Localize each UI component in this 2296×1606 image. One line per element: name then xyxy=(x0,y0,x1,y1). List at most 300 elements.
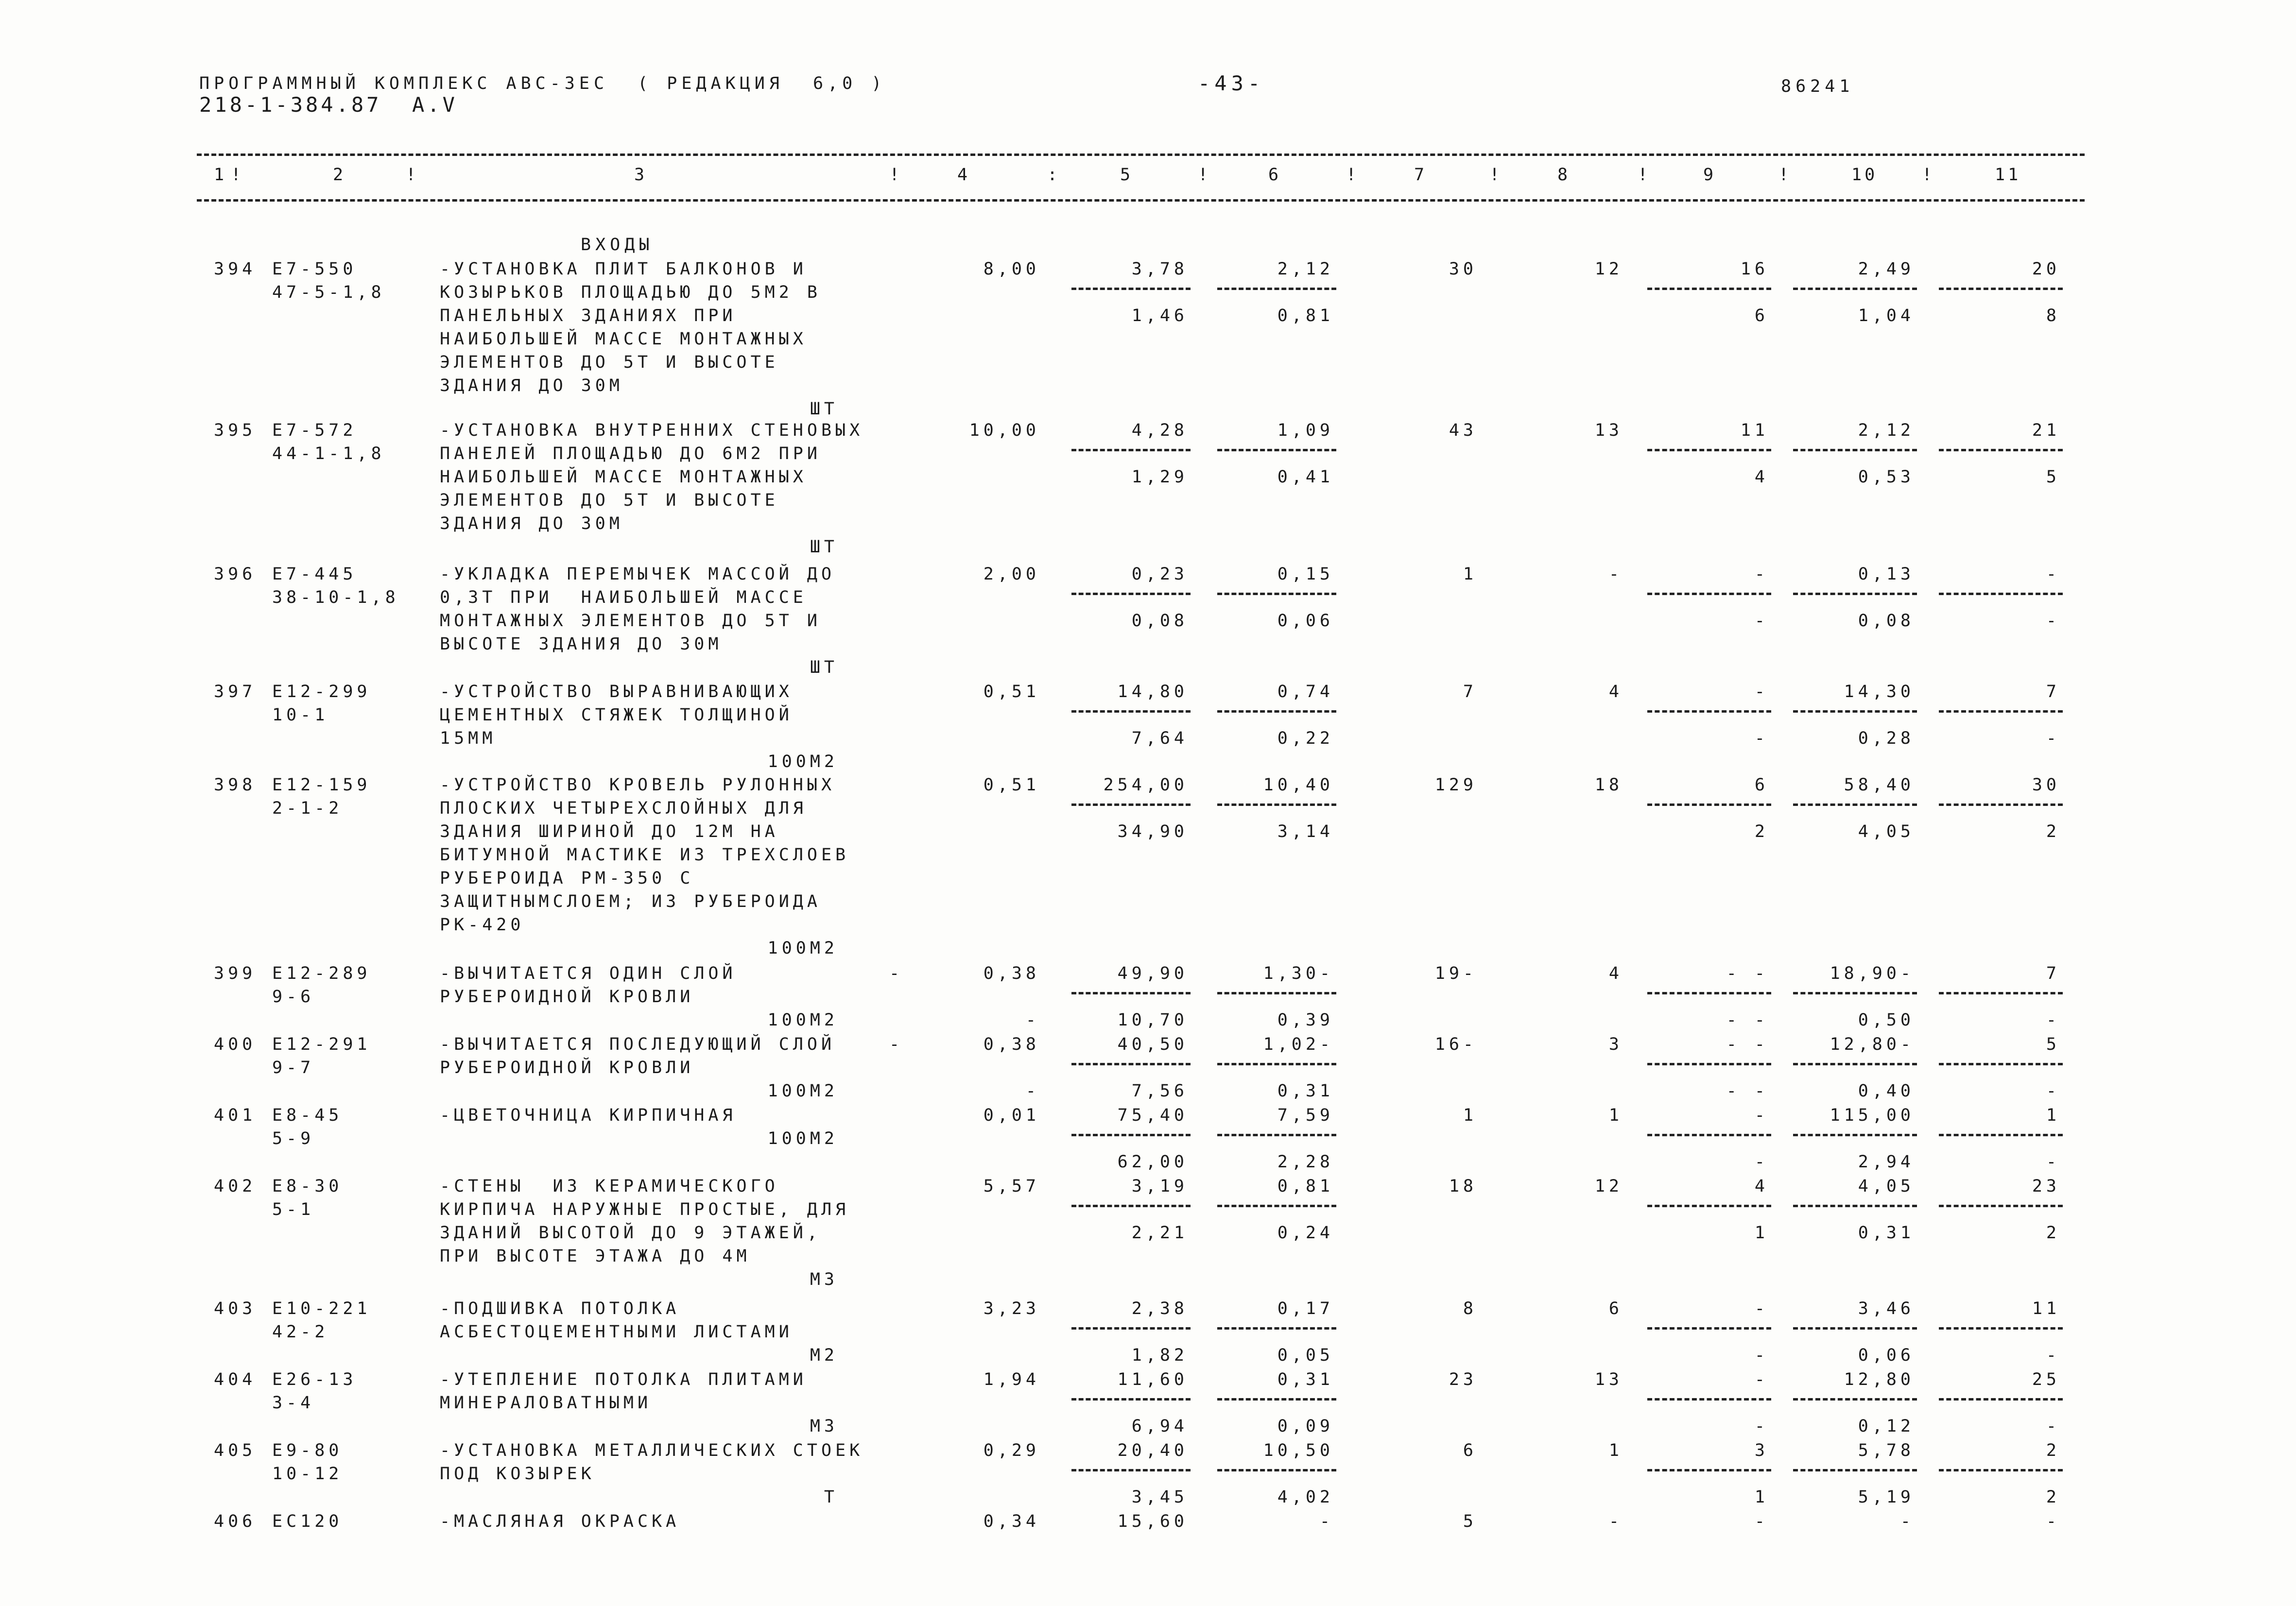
work-description: -ПОДШИВКА ПОТОЛКА АСБЕСТОЦЕМЕНТНЫМИ ЛИСТАМИ xyxy=(440,1299,793,1342)
value-separator xyxy=(1071,288,1191,290)
value-c7: 30 xyxy=(1449,259,1477,279)
value-c10: 14,30 xyxy=(1844,682,1915,701)
unit-label: М3 xyxy=(810,1270,838,1289)
value-separator xyxy=(1939,1398,2063,1401)
row-number: 404 xyxy=(214,1370,257,1389)
value-c6b: 0,06 xyxy=(1277,611,1334,631)
value-separator xyxy=(1217,1134,1336,1136)
value-c8: 13 xyxy=(1594,1370,1623,1389)
value-separator xyxy=(1217,288,1336,290)
column-header-2: 2 xyxy=(333,165,346,185)
value-c4: 0,38 xyxy=(983,964,1040,983)
row-number: 406 xyxy=(214,1512,257,1531)
value-separator xyxy=(1793,992,1917,994)
value-c6b: 0,39 xyxy=(1277,1010,1334,1030)
value-c5: 2,38 xyxy=(1131,1299,1188,1318)
value-c6: 10,50 xyxy=(1263,1441,1334,1460)
value-c4: 10,00 xyxy=(969,421,1040,440)
value-c7: 16- xyxy=(1434,1035,1477,1054)
unit-label: ШТ xyxy=(810,537,838,557)
column-header-5: 5 xyxy=(1120,165,1134,185)
value-c11b: - xyxy=(2046,1081,2060,1101)
value-separator xyxy=(1071,803,1191,806)
value-c7: 23 xyxy=(1449,1370,1477,1389)
value-c11b: 2 xyxy=(2046,1487,2060,1507)
value-c5: 11,60 xyxy=(1117,1370,1188,1389)
value-c11: - xyxy=(2046,564,2060,584)
value-separator xyxy=(1939,710,2063,713)
value-c10b: 4,05 xyxy=(1858,822,1915,841)
value-c5b: 3,45 xyxy=(1131,1487,1188,1507)
value-c9b: 4 xyxy=(1754,467,1769,487)
value-separator xyxy=(1071,1134,1191,1136)
value-c11b: - xyxy=(2046,1010,2060,1030)
value-c11: 7 xyxy=(2046,964,2060,983)
value-separator xyxy=(1793,1134,1917,1136)
row-number: 400 xyxy=(214,1035,257,1054)
column-header-4: 4 xyxy=(957,165,971,185)
value-c8: 13 xyxy=(1594,421,1623,440)
value-c5b: 6,94 xyxy=(1131,1417,1188,1436)
column-divider-icon: ! xyxy=(889,165,903,185)
value-c8: 1 xyxy=(1608,1441,1623,1460)
value-c10: 3,46 xyxy=(1858,1299,1915,1318)
value-c8: 1 xyxy=(1608,1106,1623,1125)
value-c8: 12 xyxy=(1594,1177,1623,1196)
value-separator xyxy=(1071,992,1191,994)
value-c10: 18,90- xyxy=(1830,964,1915,983)
value-separator xyxy=(1071,710,1191,713)
row-number: 398 xyxy=(214,775,257,795)
value-c6b: 0,09 xyxy=(1277,1417,1334,1436)
value-separator xyxy=(1071,593,1191,595)
value-c4: 3,23 xyxy=(983,1299,1040,1318)
value-separator xyxy=(1939,1327,2063,1330)
column-header-7: 7 xyxy=(1414,165,1428,185)
value-c5b: 1,46 xyxy=(1131,306,1188,325)
value-c4: 8,00 xyxy=(983,259,1040,279)
value-c7: 19- xyxy=(1434,964,1477,983)
value-c8: 6 xyxy=(1608,1299,1623,1318)
value-c11: 23 xyxy=(2032,1177,2060,1196)
value-separator xyxy=(1793,803,1917,806)
value-c6b: 3,14 xyxy=(1277,822,1334,841)
value-separator xyxy=(1071,449,1191,451)
value-c5: 254,00 xyxy=(1103,775,1188,795)
unit-label: 100М2 xyxy=(767,1010,838,1030)
value-c5: 15,60 xyxy=(1117,1512,1188,1531)
value-c11: 30 xyxy=(2032,775,2060,795)
value-c9: - - xyxy=(1726,1035,1769,1054)
row-number: 395 xyxy=(214,421,257,440)
value-c7: 43 xyxy=(1449,421,1477,440)
value-separator xyxy=(1071,1327,1191,1330)
value-c10: 115,00 xyxy=(1830,1106,1915,1125)
value-c7: 18 xyxy=(1449,1177,1477,1196)
value-c6b: 0,24 xyxy=(1277,1223,1334,1243)
value-separator xyxy=(1793,288,1917,290)
column-header-11: 11 xyxy=(1995,165,2021,185)
value-separator xyxy=(1939,1063,2063,1065)
price-code: Е9-80 10-12 xyxy=(272,1441,343,1484)
value-c5: 14,80 xyxy=(1117,682,1188,701)
value-c6: - xyxy=(1319,1512,1334,1531)
price-code: Е10-221 42-2 xyxy=(272,1299,371,1342)
value-c4b: - xyxy=(1025,1010,1040,1030)
page-number: -43- xyxy=(1198,71,1265,95)
value-c5b: 7,64 xyxy=(1131,729,1188,748)
value-c6: 0,81 xyxy=(1277,1177,1334,1196)
value-separator xyxy=(1071,1398,1191,1401)
column-divider-icon: ! xyxy=(231,165,244,185)
unit-label: 100М2 xyxy=(767,1081,838,1101)
value-c5b: 1,29 xyxy=(1131,467,1188,487)
value-c10: 5,78 xyxy=(1858,1441,1915,1460)
row-number: 397 xyxy=(214,682,257,701)
price-code: Е7-445 38-10-1,8 xyxy=(272,564,399,607)
value-c4: 0,51 xyxy=(983,682,1040,701)
value-c9: 6 xyxy=(1754,775,1769,795)
value-separator xyxy=(1217,449,1336,451)
value-c9b: - xyxy=(1754,1346,1769,1365)
value-c11b: - xyxy=(2046,1346,2060,1365)
value-c6b: 0,05 xyxy=(1277,1346,1334,1365)
value-c10: 12,80 xyxy=(1844,1370,1915,1389)
value-c5b: 10,70 xyxy=(1117,1010,1188,1030)
program-title: ПРОГРАММНЫЙ КОМПЛЕКС АВС-3ЕС ( РЕДАКЦИЯ 6,0 ) xyxy=(199,74,886,93)
value-c6b: 0,31 xyxy=(1277,1081,1334,1101)
row-number: 401 xyxy=(214,1106,257,1125)
value-c10: - xyxy=(1900,1512,1915,1531)
value-c9b: - xyxy=(1754,1152,1769,1172)
column-header-10: 10 xyxy=(1851,165,1878,185)
value-c11: 21 xyxy=(2032,421,2060,440)
value-separator xyxy=(1217,1205,1336,1207)
value-c7: 7 xyxy=(1463,682,1477,701)
value-c8: - xyxy=(1608,1512,1623,1531)
value-c11b: 8 xyxy=(2046,306,2060,325)
value-c6: 0,17 xyxy=(1277,1299,1334,1318)
value-c5b: 62,00 xyxy=(1117,1152,1188,1172)
value-c5: 0,23 xyxy=(1131,564,1188,584)
price-code: Е8-30 5-1 xyxy=(272,1177,343,1219)
value-c10b: 5,19 xyxy=(1858,1487,1915,1507)
value-c11b: 2 xyxy=(2046,1223,2060,1243)
value-c5b: 0,08 xyxy=(1131,611,1188,631)
column-header-1: 1 xyxy=(214,165,227,185)
work-description: -ВЫЧИТАЕТСЯ ПОСЛЕДУЮЩИЙ СЛОЙ РУБЕРОИДНОЙ КРОВЛИ xyxy=(440,1035,836,1077)
value-c8: 3 xyxy=(1608,1035,1623,1054)
value-c6: 2,12 xyxy=(1277,259,1334,279)
value-c7: 1 xyxy=(1463,564,1477,584)
value-c5: 75,40 xyxy=(1117,1106,1188,1125)
value-c7: 8 xyxy=(1463,1299,1477,1318)
value-c6: 0,31 xyxy=(1277,1370,1334,1389)
unit-label: М2 xyxy=(810,1346,838,1365)
work-description: -УСТАНОВКА МЕТАЛЛИЧЕСКИХ СТОЕК ПОД КОЗЫРЕК xyxy=(440,1441,864,1484)
price-code: ЕС120 xyxy=(272,1512,343,1531)
work-description: -УСТРОЙСТВО ВЫРАВНИВАЮЩИХ ЦЕМЕНТНЫХ СТЯЖЕК ТОЛЩИНОЙ 15ММ xyxy=(440,682,793,748)
column-header-6: 6 xyxy=(1268,165,1282,185)
value-separator xyxy=(1939,593,2063,595)
minus-sign: - xyxy=(889,964,904,983)
value-c11: 7 xyxy=(2046,682,2060,701)
value-c11: 1 xyxy=(2046,1106,2060,1125)
value-separator xyxy=(1647,710,1771,713)
value-c6: 0,15 xyxy=(1277,564,1334,584)
unit-label: 100М2 xyxy=(767,939,838,958)
value-c6b: 0,81 xyxy=(1277,306,1334,325)
value-c6: 7,59 xyxy=(1277,1106,1334,1125)
value-c9: - xyxy=(1754,1299,1769,1318)
row-number: 399 xyxy=(214,964,257,983)
price-code: Е26-13 3-4 xyxy=(272,1370,357,1413)
value-separator xyxy=(1217,1327,1336,1330)
value-separator xyxy=(1217,1063,1336,1065)
value-separator xyxy=(1793,1469,1917,1471)
value-c10b: 0,28 xyxy=(1858,729,1915,748)
column-header-3: 3 xyxy=(634,165,648,185)
price-code: Е7-572 44-1-1,8 xyxy=(272,421,385,463)
value-separator xyxy=(1647,1398,1771,1401)
work-description: -МАСЛЯНАЯ ОКРАСКА xyxy=(440,1512,680,1531)
value-separator xyxy=(1939,803,2063,806)
value-c10: 2,49 xyxy=(1858,259,1915,279)
value-c5b: 7,56 xyxy=(1131,1081,1188,1101)
value-c6: 1,02- xyxy=(1263,1035,1334,1054)
value-separator xyxy=(1793,1063,1917,1065)
value-c11b: - xyxy=(2046,611,2060,631)
value-c5: 40,50 xyxy=(1117,1035,1188,1054)
unit-label: М3 xyxy=(810,1417,838,1436)
value-separator xyxy=(1217,992,1336,994)
value-separator xyxy=(1793,1327,1917,1330)
value-c10: 58,40 xyxy=(1844,775,1915,795)
value-c11: 25 xyxy=(2032,1370,2060,1389)
column-divider-icon: ! xyxy=(1489,165,1503,185)
value-c9b: 1 xyxy=(1754,1487,1769,1507)
value-separator xyxy=(1647,1063,1771,1065)
price-code: Е7-550 47-5-1,8 xyxy=(272,259,385,302)
value-c4: 0,34 xyxy=(983,1512,1040,1531)
work-description: -СТЕНЫ ИЗ КЕРАМИЧЕСКОГО КИРПИЧА НАРУЖНЫЕ ПРОСТЫЕ, ДЛЯ ЗДАНИЙ ВЫСОТОЙ ДО 9 ЭТАЖЕЙ, ПРИ ВЫСОТЕ ЭТАЖА ДО 4М xyxy=(440,1177,850,1266)
value-c10: 4,05 xyxy=(1858,1177,1915,1196)
value-c9b: - xyxy=(1754,611,1769,631)
unit-label: ШТ xyxy=(810,658,838,677)
work-description: -УСТАНОВКА ВНУТРЕННИХ СТЕНОВЫХ ПАНЕЛЕЙ ПЛОЩАДЬЮ ДО 6М2 ПРИ НАИБОЛЬШЕЙ МАССЕ МОНТАЖНЫХ ЭЛЕМЕНТОВ ДО 5Т И ВЫСОТЕ ЗДАНИЯ ДО 30М xyxy=(440,421,864,533)
value-c5b: 2,21 xyxy=(1131,1223,1188,1243)
value-c9b: - xyxy=(1754,1417,1769,1436)
unit-label: Т xyxy=(824,1487,838,1507)
price-code: Е12-289 9-6 xyxy=(272,964,371,1007)
value-separator xyxy=(1217,593,1336,595)
column-divider-icon: ! xyxy=(1346,165,1360,185)
value-separator xyxy=(1217,803,1336,806)
value-separator xyxy=(1647,593,1771,595)
work-description: -ЦВЕТОЧНИЦА КИРПИЧНАЯ xyxy=(440,1106,737,1125)
value-separator xyxy=(1647,449,1771,451)
work-description: -УСТРОЙСТВО КРОВЕЛЬ РУЛОННЫХ ПЛОСКИХ ЧЕТЫРЕХСЛОЙНЫХ ДЛЯ ЗДАНИЯ ШИРИНОЙ ДО 12М НА БИТУМНОЙ МАСТИКЕ ИЗ ТРЕХСЛОЕВ РУБЕРОИДА РМ-350 С ЗАЩИТНЫМСЛОЕМ; ИЗ РУБЕРОИДА РК-420 xyxy=(440,775,850,935)
value-separator xyxy=(1647,1327,1771,1330)
value-c9b: 2 xyxy=(1754,822,1769,841)
value-separator xyxy=(1793,710,1917,713)
value-c11b: - xyxy=(2046,1152,2060,1172)
value-c11b: 2 xyxy=(2046,822,2060,841)
value-c11b: 5 xyxy=(2046,467,2060,487)
value-c10: 0,13 xyxy=(1858,564,1915,584)
value-c10: 12,80- xyxy=(1830,1035,1915,1054)
value-c5b: 1,82 xyxy=(1131,1346,1188,1365)
value-separator xyxy=(1793,1398,1917,1401)
value-c4: 0,29 xyxy=(983,1441,1040,1460)
value-separator xyxy=(1647,1134,1771,1136)
value-c6b: 0,22 xyxy=(1277,729,1334,748)
unit-label: ШТ xyxy=(810,399,838,419)
column-divider-icon: ! xyxy=(406,165,419,185)
value-c10b: 0,08 xyxy=(1858,611,1915,631)
value-c7: 6 xyxy=(1463,1441,1477,1460)
value-c5: 3,19 xyxy=(1131,1177,1188,1196)
value-c9b: - - xyxy=(1726,1010,1769,1030)
value-c9: - xyxy=(1754,1370,1769,1389)
value-c8: 4 xyxy=(1608,682,1623,701)
value-c9: 3 xyxy=(1754,1441,1769,1460)
value-separator xyxy=(1793,1205,1917,1207)
value-c7: 1 xyxy=(1463,1106,1477,1125)
column-header-9: 9 xyxy=(1703,165,1717,185)
value-separator xyxy=(1939,1205,2063,1207)
value-separator xyxy=(1939,1469,2063,1471)
value-c11: 20 xyxy=(2032,259,2060,279)
value-c4b: - xyxy=(1025,1081,1040,1101)
value-c9: 11 xyxy=(1740,421,1769,440)
value-separator xyxy=(1647,803,1771,806)
value-separator xyxy=(1793,593,1917,595)
value-c11: - xyxy=(2046,1512,2060,1531)
value-c10b: 2,94 xyxy=(1858,1152,1915,1172)
unit-label: 100М2 xyxy=(767,1129,838,1148)
document-code: 218-1-384.87 А.V xyxy=(199,93,458,117)
value-separator xyxy=(1071,1063,1191,1065)
value-c10b: 0,12 xyxy=(1858,1417,1915,1436)
value-separator xyxy=(1647,288,1771,290)
column-divider-icon: ! xyxy=(1638,165,1651,185)
value-separator xyxy=(1647,1205,1771,1207)
value-c10: 2,12 xyxy=(1858,421,1915,440)
column-divider-icon: ! xyxy=(1922,165,1935,185)
value-separator xyxy=(1071,1469,1191,1471)
value-separator xyxy=(1647,992,1771,994)
value-c4: 2,00 xyxy=(983,564,1040,584)
value-c9: 16 xyxy=(1740,259,1769,279)
value-c6: 1,30- xyxy=(1263,964,1334,983)
value-c9b: 6 xyxy=(1754,306,1769,325)
value-c5: 3,78 xyxy=(1131,259,1188,279)
row-number: 394 xyxy=(214,259,257,279)
value-c5: 20,40 xyxy=(1117,1441,1188,1460)
value-separator xyxy=(1071,1205,1191,1207)
unit-label: 100М2 xyxy=(767,752,838,771)
column-divider-icon: : xyxy=(1047,165,1061,185)
work-description: -УТЕПЛЕНИЕ ПОТОЛКА ПЛИТАМИ МИНЕРАЛОВАТНЫМИ xyxy=(440,1370,807,1413)
value-separator xyxy=(1793,449,1917,451)
value-c10b: 0,50 xyxy=(1858,1010,1915,1030)
value-c6b: 4,02 xyxy=(1277,1487,1334,1507)
row-number: 396 xyxy=(214,564,257,584)
header-top-rule xyxy=(197,154,2085,156)
value-c7: 5 xyxy=(1463,1512,1477,1531)
value-separator xyxy=(1939,288,2063,290)
value-c11: 5 xyxy=(2046,1035,2060,1054)
value-c9: - - xyxy=(1726,964,1769,983)
value-c6b: 0,41 xyxy=(1277,467,1334,487)
value-c8: 18 xyxy=(1594,775,1623,795)
column-header-8: 8 xyxy=(1557,165,1571,185)
minus-sign: - xyxy=(889,1035,904,1054)
value-c9: - xyxy=(1754,564,1769,584)
work-description: -УКЛАДКА ПЕРЕМЫЧЕК МАССОЙ ДО 0,3Т ПРИ НАИБОЛЬШЕЙ МАССЕ МОНТАЖНЫХ ЭЛЕМЕНТОВ ДО 5Т И ВЫСОТЕ ЗДАНИЯ ДО 30М xyxy=(440,564,836,654)
value-separator xyxy=(1939,449,2063,451)
value-separator xyxy=(1939,1134,2063,1136)
price-code: Е12-291 9-7 xyxy=(272,1035,371,1077)
value-separator xyxy=(1217,1398,1336,1401)
value-c5: 4,28 xyxy=(1131,421,1188,440)
row-number: 403 xyxy=(214,1299,257,1318)
column-divider-icon: ! xyxy=(1778,165,1792,185)
value-separator xyxy=(1939,992,2063,994)
header-bottom-rule xyxy=(197,199,2085,202)
value-c7: 129 xyxy=(1434,775,1477,795)
column-divider-icon: ! xyxy=(1198,165,1211,185)
value-c9b: - - xyxy=(1726,1081,1769,1101)
value-separator xyxy=(1217,1469,1336,1471)
value-c4: 0,51 xyxy=(983,775,1040,795)
value-c5: 49,90 xyxy=(1117,964,1188,983)
price-code: Е12-159 2-1-2 xyxy=(272,775,371,818)
value-c6: 10,40 xyxy=(1263,775,1334,795)
price-code: Е8-45 5-9 xyxy=(272,1106,343,1148)
value-c8: - xyxy=(1608,564,1623,584)
price-code: Е12-299 10-1 xyxy=(272,682,371,725)
value-c9: - xyxy=(1754,682,1769,701)
value-c9: - xyxy=(1754,1512,1769,1531)
value-c8: 12 xyxy=(1594,259,1623,279)
value-c9b: 1 xyxy=(1754,1223,1769,1243)
value-c6: 1,09 xyxy=(1277,421,1334,440)
value-c5b: 34,90 xyxy=(1117,822,1188,841)
value-c10b: 0,40 xyxy=(1858,1081,1915,1101)
value-c11: 11 xyxy=(2032,1299,2060,1318)
document-number: 86241 xyxy=(1781,77,1854,96)
value-c6b: 2,28 xyxy=(1277,1152,1334,1172)
row-number: 402 xyxy=(214,1177,257,1196)
value-separator xyxy=(1647,1469,1771,1471)
work-description: -ВЫЧИТАЕТСЯ ОДИН СЛОЙ РУБЕРОИДНОЙ КРОВЛИ xyxy=(440,964,737,1007)
value-c4: 0,38 xyxy=(983,1035,1040,1054)
value-c9b: - xyxy=(1754,729,1769,748)
value-c10b: 0,53 xyxy=(1858,467,1915,487)
value-separator xyxy=(1217,710,1336,713)
value-c10b: 0,31 xyxy=(1858,1223,1915,1243)
value-c6: 0,74 xyxy=(1277,682,1334,701)
work-description: -УСТАНОВКА ПЛИТ БАЛКОНОВ И КОЗЫРЬКОВ ПЛОЩАДЬЮ ДО 5М2 В ПАНЕЛЬНЫХ ЗДАНИЯХ ПРИ НАИБОЛЬШЕЙ МАССЕ МОНТАЖНЫХ ЭЛЕМЕНТОВ ДО 5Т И ВЫСОТЕ ЗДАНИЯ ДО 30М xyxy=(440,259,821,395)
value-c4: 0,01 xyxy=(983,1106,1040,1125)
value-c4: 1,94 xyxy=(983,1370,1040,1389)
value-c11b: - xyxy=(2046,1417,2060,1436)
value-c11b: - xyxy=(2046,729,2060,748)
value-c4: 5,57 xyxy=(983,1177,1040,1196)
row-number: 405 xyxy=(214,1441,257,1460)
